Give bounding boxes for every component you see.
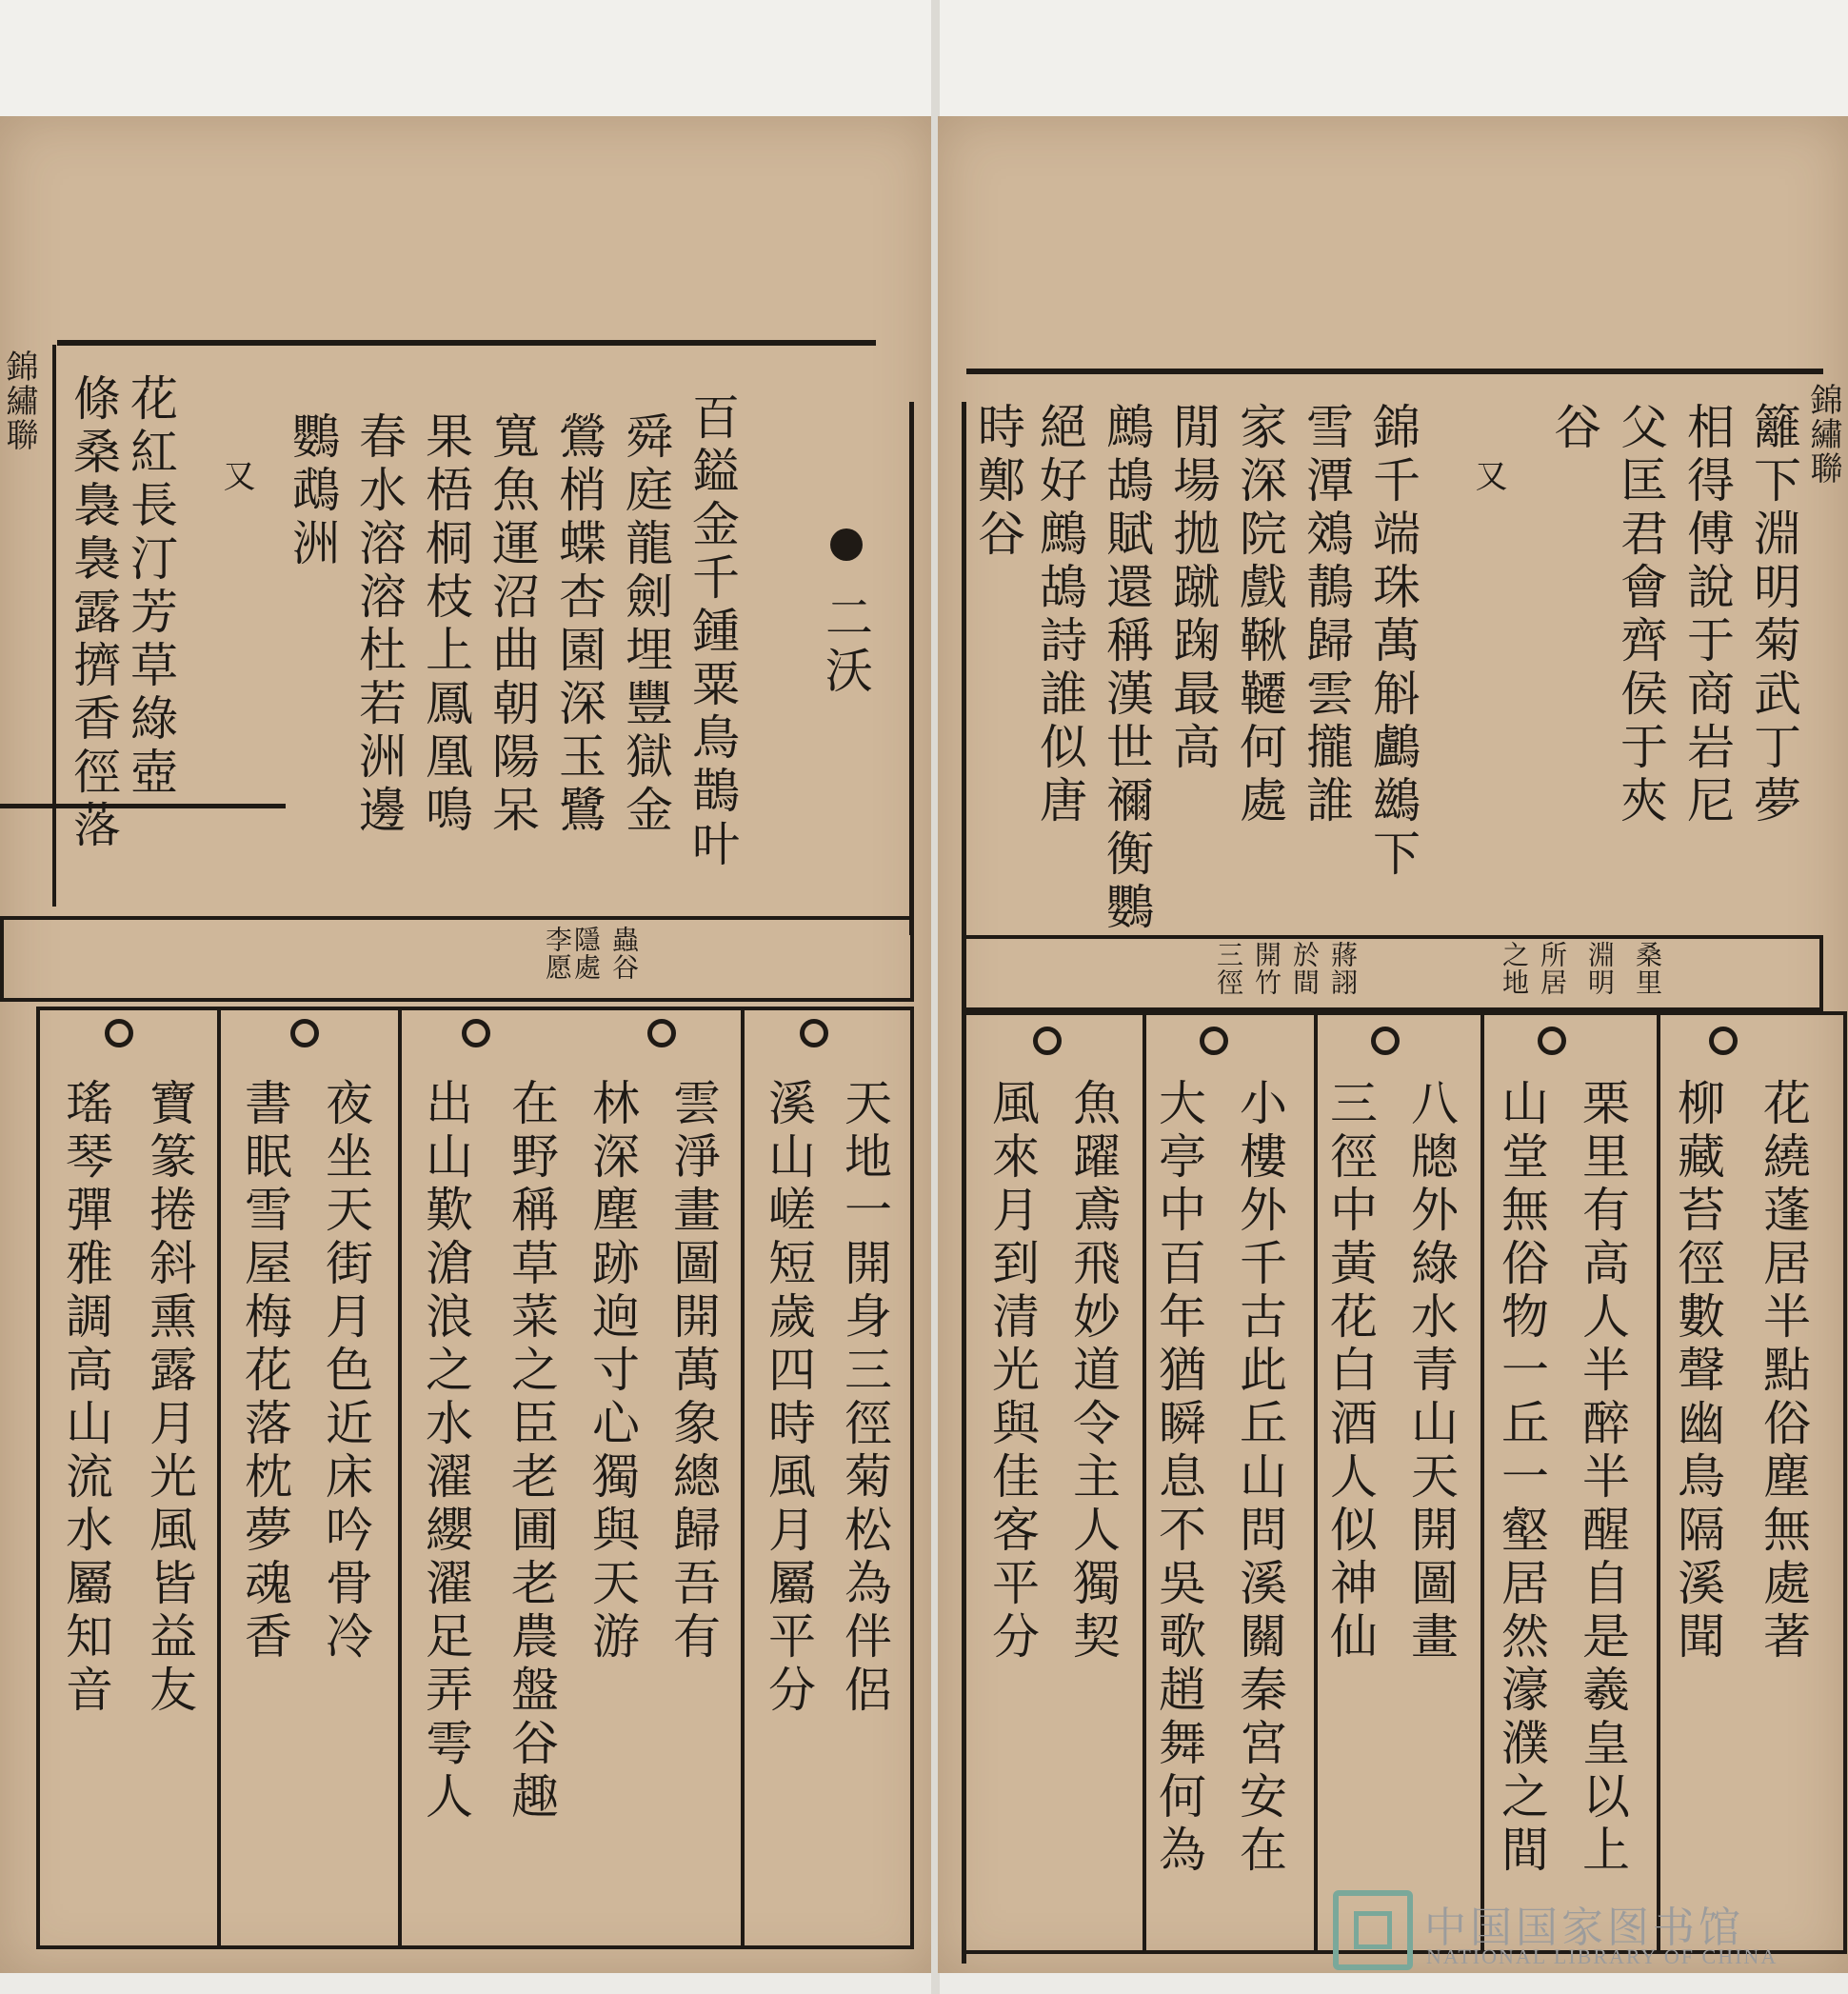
pair-marker-2 (290, 1019, 319, 1047)
left-page (0, 116, 933, 1973)
section-bullet (830, 528, 863, 561)
couplet-line-3: 書眠雪屋梅花落枕夢魂香 (237, 1078, 292, 1665)
pair-marker-4 (1538, 1027, 1566, 1055)
note-2: 淵明 (1584, 941, 1616, 996)
notes-band (0, 916, 914, 1002)
upper-column-10: 父匡君會齊侯于夾 (1613, 402, 1668, 828)
couplet-line-6: 八牕外綠水青山天開圖畫 (1403, 1078, 1459, 1665)
pair-marker-5 (1709, 1027, 1738, 1055)
pair-marker-2 (1200, 1027, 1228, 1055)
upper-column-5: 家深院戲鞦韆何處 (1232, 402, 1287, 828)
upper-column-5: 春水溶溶杜若洲邊 (351, 411, 407, 838)
couplet-line-1: 瑤琴彈雅調高山流水屬知音 (58, 1078, 113, 1718)
note-3: 李愿 (542, 926, 573, 981)
upper-column-8: 又 (1469, 459, 1507, 493)
pair-marker-1 (1033, 1027, 1062, 1055)
upper-column-9: 谷 (1546, 402, 1601, 455)
couplet-line-5: 三徑中黃花白酒人似神仙 (1322, 1078, 1378, 1665)
pair-marker-1 (105, 1019, 133, 1047)
upper-column-3: 又 (217, 459, 255, 493)
note-8: 三徑 (1213, 941, 1244, 996)
top-blank-area (0, 0, 1848, 116)
pair-marker-3 (1371, 1027, 1400, 1055)
upper-column-12: 籬下淵明菊武丁夢 (1746, 402, 1801, 828)
couplet-line-3: 大亭中百年猶瞬息不吳歌趙舞何為 (1151, 1078, 1206, 1878)
couplet-line-9: 溪山嵯短歲四時風月屬平分 (761, 1078, 816, 1718)
top-rule (966, 369, 1823, 374)
couplet-line-9: 柳藏苔徑數聲幽鳥隔溪聞 (1670, 1078, 1725, 1665)
pair-marker-3 (462, 1019, 490, 1047)
couplet-line-5: 出山歎滄浪之水濯纓濯足弄雩人 (418, 1078, 473, 1825)
library-logo-icon (1333, 1890, 1413, 1970)
upper-column-2: 花紅長汀芳草綠壺 (123, 373, 178, 800)
upper-column-10: 百鎰金千鍾粟鳥鵲叶 (685, 392, 740, 872)
note-6: 於間 (1289, 941, 1321, 996)
upper-column-6: 果梧桐枝上鳳凰鳴 (418, 411, 473, 838)
section-heading: 二沃 (818, 592, 873, 699)
upper-column-1: 條桑裊裊露擠香徑落 (66, 373, 121, 853)
library-name-cn: 中国国家图书馆 (1424, 1904, 1744, 1952)
table-divider-2 (1314, 1011, 1318, 1954)
right-vertical-rule (909, 402, 914, 935)
note-1: 蟲谷 (608, 926, 640, 981)
couplet-line-4: 小樓外千古此丘山問溪關秦宮安在 (1232, 1078, 1287, 1878)
couplet-line-6: 在野稱草菜之臣老圃老農盤谷趣 (504, 1078, 559, 1825)
upper-column-2: 絕好鷓鴣詩誰似唐 (1032, 402, 1087, 828)
upper-column-4: 鸚鵡洲 (285, 411, 340, 571)
couplet-line-2: 魚躍鳶飛妙道令主人獨契 (1065, 1078, 1121, 1665)
pair-marker-5 (800, 1019, 828, 1047)
top-rule (57, 340, 876, 346)
upper-column-6: 雪潭鵁鶄歸雲攏誰 (1299, 402, 1354, 828)
upper-column-7: 錦千端珠萬斛鸕鷀下 (1365, 402, 1421, 882)
upper-column-8: 鶯梢蝶杏園深玉鷺 (551, 411, 606, 838)
couplet-line-8: 雲淨畫圖開萬象總歸吾有 (666, 1078, 721, 1665)
table-divider-3 (1480, 1011, 1484, 1954)
upper-column-3: 鷓鴣賦還稱漢世禰衡鸚 (1099, 402, 1154, 935)
notes-band (962, 935, 1823, 1011)
pair-marker-4 (647, 1019, 676, 1047)
note-7: 開竹 (1251, 941, 1282, 996)
couplet-line-2: 寶篆捲斜熏露月光風皆益友 (142, 1078, 197, 1718)
right-side-label: 錦繡聯 (1804, 383, 1842, 486)
couplet-line-7: 山堂無俗物一丘一壑居然濠濮之間 (1494, 1078, 1549, 1878)
couplet-line-10: 花繞蓬居半點俗塵無處著 (1756, 1078, 1811, 1665)
upper-column-11: 相得傅說于商岩尼 (1679, 402, 1735, 828)
couplet-line-1: 風來月到清光與佳客平分 (984, 1078, 1040, 1665)
table-divider-1 (217, 1007, 221, 1949)
note-4: 之地 (1499, 941, 1530, 996)
upper-column-4: 閒場拋蹴踘最高 (1165, 402, 1221, 775)
note-3: 所居 (1537, 941, 1568, 996)
left-side-label: 錦繡聯 (0, 349, 38, 452)
right-page (938, 116, 1848, 1973)
note-1: 桑里 (1632, 941, 1663, 996)
couplet-line-4: 夜坐天街月色近床吟骨冷 (318, 1078, 373, 1665)
library-name-en: NATIONAL LIBRARY OF CHINA (1426, 1944, 1778, 1968)
table-divider-3 (741, 1007, 745, 1949)
couplet-line-8: 栗里有高人半醉半醒自是羲皇以上 (1575, 1078, 1630, 1878)
mid-rule-left (0, 804, 286, 808)
note-2: 隱處 (570, 926, 602, 981)
left-vertical-rule (52, 345, 56, 907)
couplet-line-7: 林深塵跡逈寸心獨與天游 (585, 1078, 640, 1665)
upper-column-7: 寬魚運沼曲朝陽呆 (485, 411, 540, 838)
table-divider-1 (1143, 1011, 1146, 1954)
note-5: 蔣詡 (1327, 941, 1359, 996)
table-divider-4 (1657, 1011, 1660, 1954)
couplet-line-10: 天地一開身三徑菊松為伴侶 (837, 1078, 892, 1718)
upper-column-1: 時鄭谷 (970, 402, 1025, 562)
upper-column-9: 舜庭龍劍埋豐獄金 (618, 411, 673, 838)
table-divider-2 (398, 1007, 402, 1949)
